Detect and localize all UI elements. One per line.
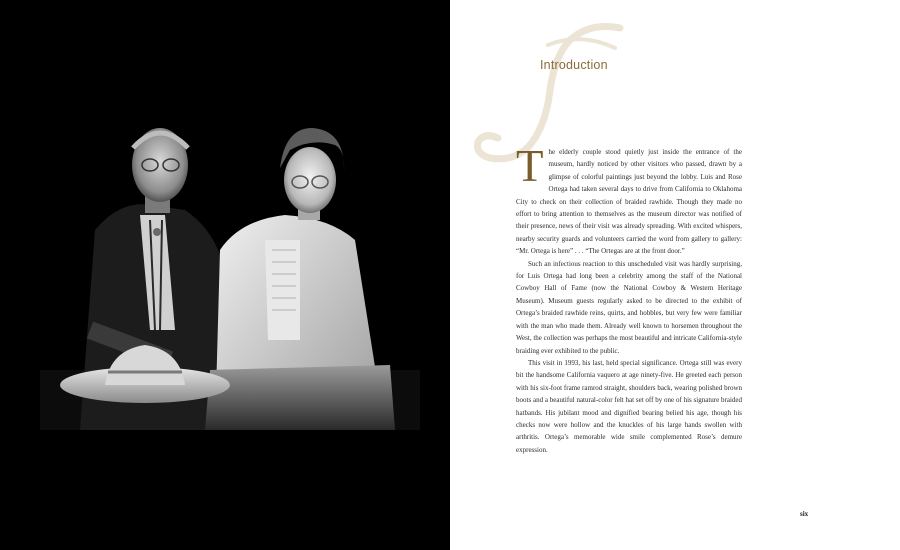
body-text <box>516 141 742 456</box>
paragraph-1-text: he elderly couple stood quietly just inside the entrance of the museum, hardly noticed by other visitors who passed, drawn by a glimpse of colorful paintings just beyond the lobby. Luis and Rose Ortega had taken several days to drive from California to Oklahoma City to check on their collection of braided rawhide. Though they made no effort to bring attention to themselves as the museum director was notified of their presence, news of their visit was already spreading. With excited whispers, nearby security guards and volunteers carried the word from gallery to gallery: “Mr. Ortega is here” . . . “The Ortegas are at the front door.” <box>516 148 742 256</box>
paragraph-2: Such an infectious reaction to this unscheduled visit was hardly surprising, for Luis Ortega had long been a celebrity among the staff of the National Cowboy Hall of Fame (now the National Cowboy & Western Heritage Museum). Museum guests regularly asked to be directed to the exhibit of Ortega’s braided rawhide reins, quirts, and hobbles, but very few were familiar with the man who made them. Already well known to horsemen throughout the West, the collection was perhaps the most beautiful and intricate California-style braiding ever exhibited to the public. <box>516 259 742 355</box>
paragraph-3: This visit in 1993, his last, held special significance. Ortega still was every bit the handsome California vaquero at age ninety-five. He greeted each person with his six-foot frame ramrod straight, shoulders back, wearing polished brown boots and a beautiful natural-color felt hat set off by one of his signature braided hatbands. His jubilant mood and dignified bearing belied his age, though his checks now were hollow and the knuckles of his large hands swollen with arthritis. Ortega’s memorable wide smile complemented Rose’s demure expression. <box>516 358 742 454</box>
page-number: six <box>800 510 809 518</box>
paragraph-1 <box>516 141 742 258</box>
drop-cap: T <box>516 141 544 191</box>
page-title: Introduction <box>540 58 608 72</box>
